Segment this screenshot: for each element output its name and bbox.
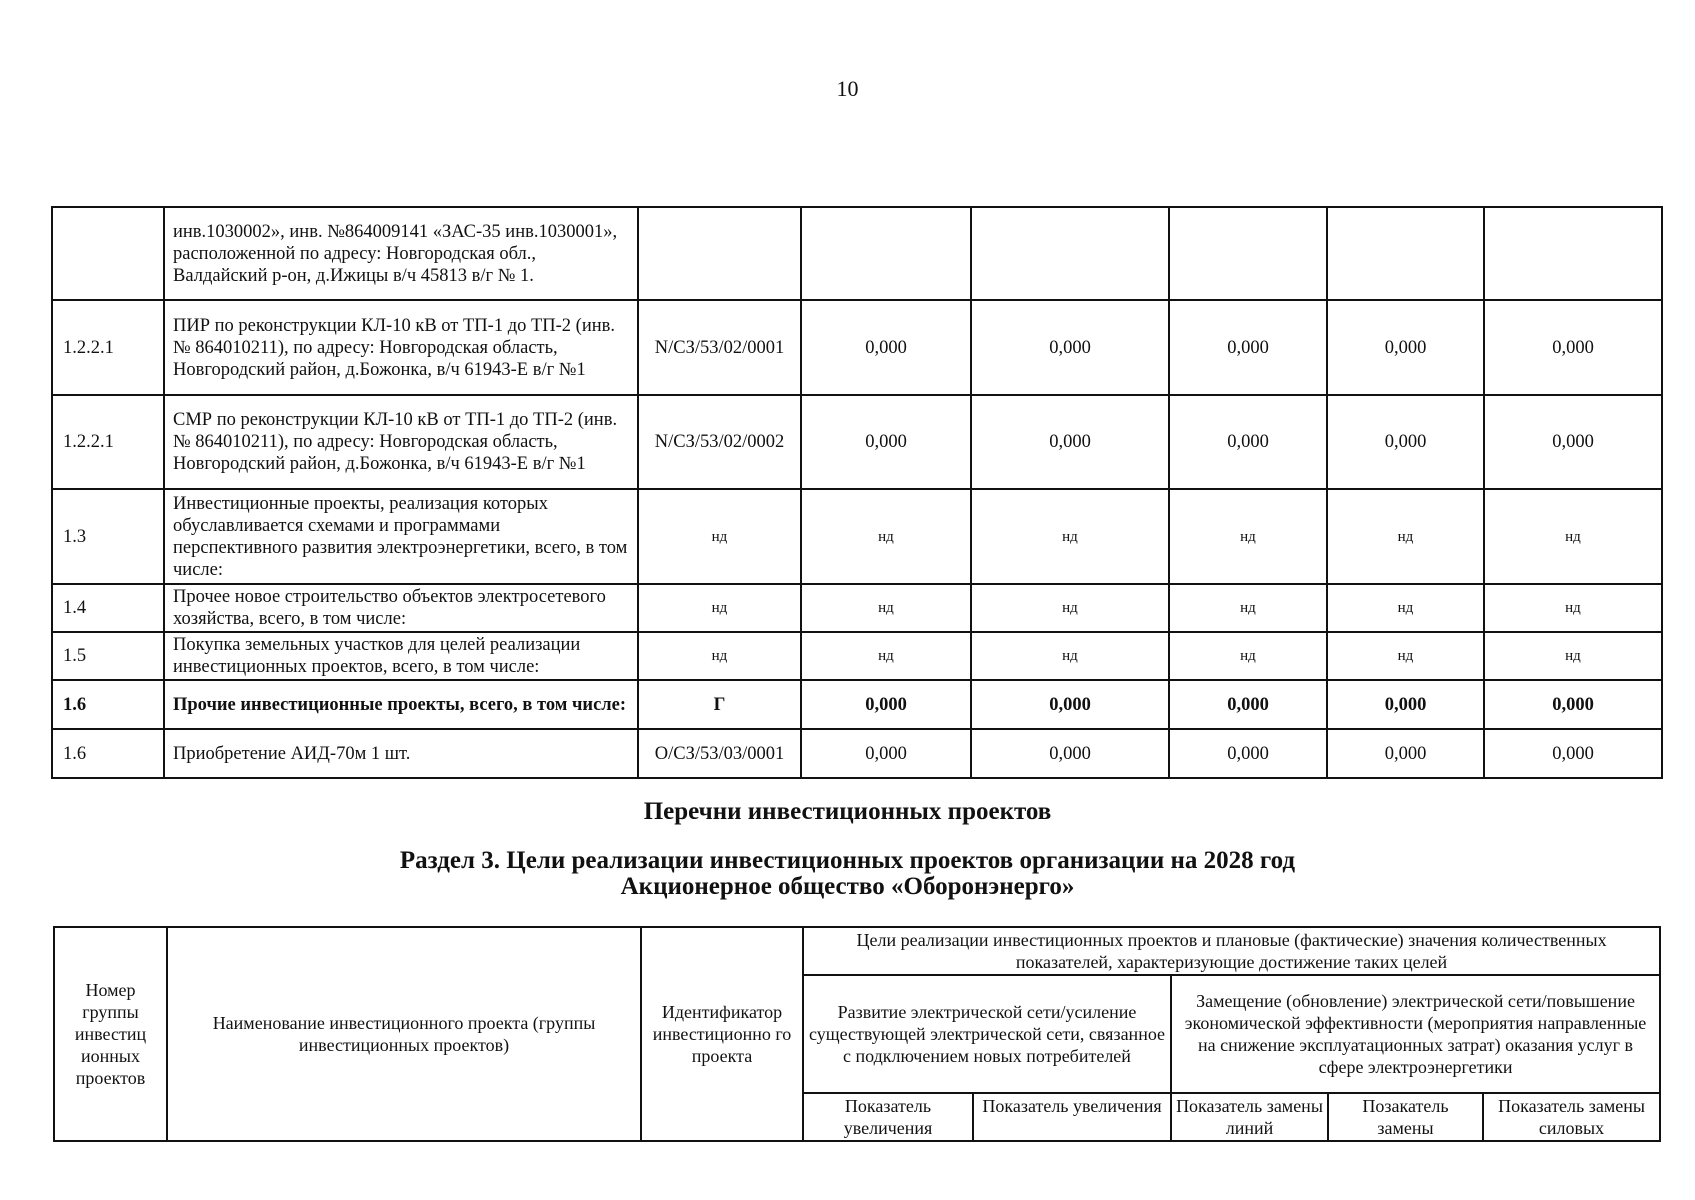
header-project-name: Наименование инвестиционного проекта (группы инвестиционных проектов): [167, 927, 641, 1141]
project-identifier: N/СЗ/53/02/0002: [638, 395, 801, 489]
header-group-number: Номер группы инвестиц ионных проектов: [54, 927, 167, 1141]
project-name: Приобретение АИД-70м 1 шт.: [164, 729, 638, 778]
header-development: Развитие электрической сети/усиление существующей электрической сети, связанное с подключением новых потребителей: [803, 975, 1171, 1093]
indicator-header: Показатель увеличения: [803, 1093, 973, 1141]
indicator-header: Показатель замены линий: [1171, 1093, 1328, 1141]
project-name: СМР по реконструкции КЛ-10 кВ от ТП-1 до ТП-2 (инв. № 864010211), по адресу: Новгородская область, Новгородский район, д.Божонка, в/ч 61943-Е в/г №1: [164, 395, 638, 489]
table-row: [52, 395, 1662, 489]
indicator-value: 0,000: [801, 680, 971, 729]
indicator-value: 0,000: [1169, 680, 1327, 729]
table-row: [52, 680, 1662, 729]
project-identifier: Г: [638, 680, 801, 729]
indicator-value: 0,000: [1327, 300, 1484, 395]
project-identifier: нд: [638, 632, 801, 680]
indicator-value: нд: [1327, 584, 1484, 632]
project-name: Инвестиционные проекты, реализация которых обуславливается схемами и программами перспективного развития электроэнергетики, всего, в том числе:: [164, 489, 638, 584]
indicator-header: Показатель увеличения: [973, 1093, 1171, 1141]
row-number: 1.6: [52, 729, 164, 778]
indicator-value: 0,000: [801, 395, 971, 489]
indicator-value: 0,000: [1327, 395, 1484, 489]
project-name: Прочие инвестиционные проекты, всего, в том числе:: [164, 680, 638, 729]
indicator-value: 0,000: [1484, 395, 1662, 489]
goals-table: [53, 926, 1661, 1142]
row-number: 1.5: [52, 632, 164, 680]
indicator-value: 0,000: [971, 680, 1169, 729]
indicator-value: 0,000: [971, 300, 1169, 395]
indicator-value: 0,000: [971, 395, 1169, 489]
row-number: [52, 207, 164, 300]
header-identifier: Идентификатор инвестиционно го проекта: [641, 927, 803, 1141]
indicator-value: нд: [1169, 632, 1327, 680]
section-title: Раздел 3. Цели реализации инвестиционных проектов организации на 2028 год: [399, 847, 1296, 874]
table-row: [52, 632, 1662, 680]
project-name: ПИР по реконструкции КЛ-10 кВ от ТП-1 до ТП-2 (инв. № 864010211), по адресу: Новгородская область, Новгородский район, д.Божонка, в/ч 61943-Е в/г №1: [164, 300, 638, 395]
project-name: инв.1030002», инв. №864009141 «ЗАС-35 инв.1030001», расположенной по адресу: Новгородская обл., Валдайский р-он, д.Ижицы в/ч 45813 в/г № 1.: [164, 207, 638, 300]
table-row: [52, 729, 1662, 778]
indicator-value: нд: [1169, 584, 1327, 632]
indicator-header: Позакатель замены: [1328, 1093, 1483, 1141]
project-identifier: N/СЗ/53/02/0001: [638, 300, 801, 395]
indicator-value: [1484, 207, 1662, 300]
indicator-value: нд: [1484, 584, 1662, 632]
project-identifier: нд: [638, 489, 801, 584]
page-number: 10: [836, 76, 859, 101]
indicator-value: 0,000: [1484, 300, 1662, 395]
indicator-value: 0,000: [1484, 680, 1662, 729]
project-identifier: О/СЗ/53/03/0001: [638, 729, 801, 778]
projects-table: [51, 206, 1663, 779]
indicator-value: нд: [1484, 489, 1662, 584]
list-title: Перечни инвестиционных проектов: [643, 798, 1052, 825]
indicator-value: [1169, 207, 1327, 300]
project-identifier: [638, 207, 801, 300]
project-name: Прочее новое строительство объектов электросетевого хозяйства, всего, в том числе:: [164, 584, 638, 632]
section-title-block: [0, 848, 1695, 900]
indicator-value: [801, 207, 971, 300]
indicator-value: [1327, 207, 1484, 300]
indicator-value: нд: [1484, 632, 1662, 680]
indicator-value: 0,000: [801, 729, 971, 778]
indicator-value: 0,000: [1169, 729, 1327, 778]
indicator-value: нд: [1169, 489, 1327, 584]
indicator-value: нд: [1327, 632, 1484, 680]
indicator-value: 0,000: [1484, 729, 1662, 778]
indicator-value: 0,000: [801, 300, 971, 395]
indicator-value: нд: [801, 584, 971, 632]
table-row: [52, 300, 1662, 395]
indicator-value: нд: [1327, 489, 1484, 584]
indicator-value: 0,000: [1327, 680, 1484, 729]
indicator-value: нд: [801, 489, 971, 584]
indicator-value: 0,000: [971, 729, 1169, 778]
table-row: [52, 489, 1662, 584]
indicator-value: 0,000: [1169, 395, 1327, 489]
row-number: 1.4: [52, 584, 164, 632]
project-identifier: нд: [638, 584, 801, 632]
row-number: 1.2.2.1: [52, 300, 164, 395]
indicator-value: 0,000: [1327, 729, 1484, 778]
indicator-value: нд: [971, 489, 1169, 584]
header-goals: Цели реализации инвестиционных проектов и плановые (фактические) значения количественных показателей, характеризующие достижение таких целей: [803, 927, 1660, 975]
row-number: 1.3: [52, 489, 164, 584]
table-row: [52, 584, 1662, 632]
indicator-value: нд: [971, 632, 1169, 680]
table-row: [52, 207, 1662, 300]
project-name: Покупка земельных участков для целей реализации инвестиционных проектов, всего, в том числе:: [164, 632, 638, 680]
indicator-value: нд: [971, 584, 1169, 632]
indicator-value: нд: [801, 632, 971, 680]
header-replacement: Замещение (обновление) электрической сети/повышение экономической эффективности (мероприятия направленные на снижение эксплуатационных затрат) оказания услуг в сфере электроэнергетики: [1171, 975, 1660, 1093]
row-number: 1.6: [52, 680, 164, 729]
row-number: 1.2.2.1: [52, 395, 164, 489]
organization-name: Акционерное общество «Оборонэнерго»: [620, 873, 1075, 900]
indicator-value: [971, 207, 1169, 300]
indicator-value: 0,000: [1169, 300, 1327, 395]
indicator-header: Показатель замены силовых: [1483, 1093, 1660, 1141]
